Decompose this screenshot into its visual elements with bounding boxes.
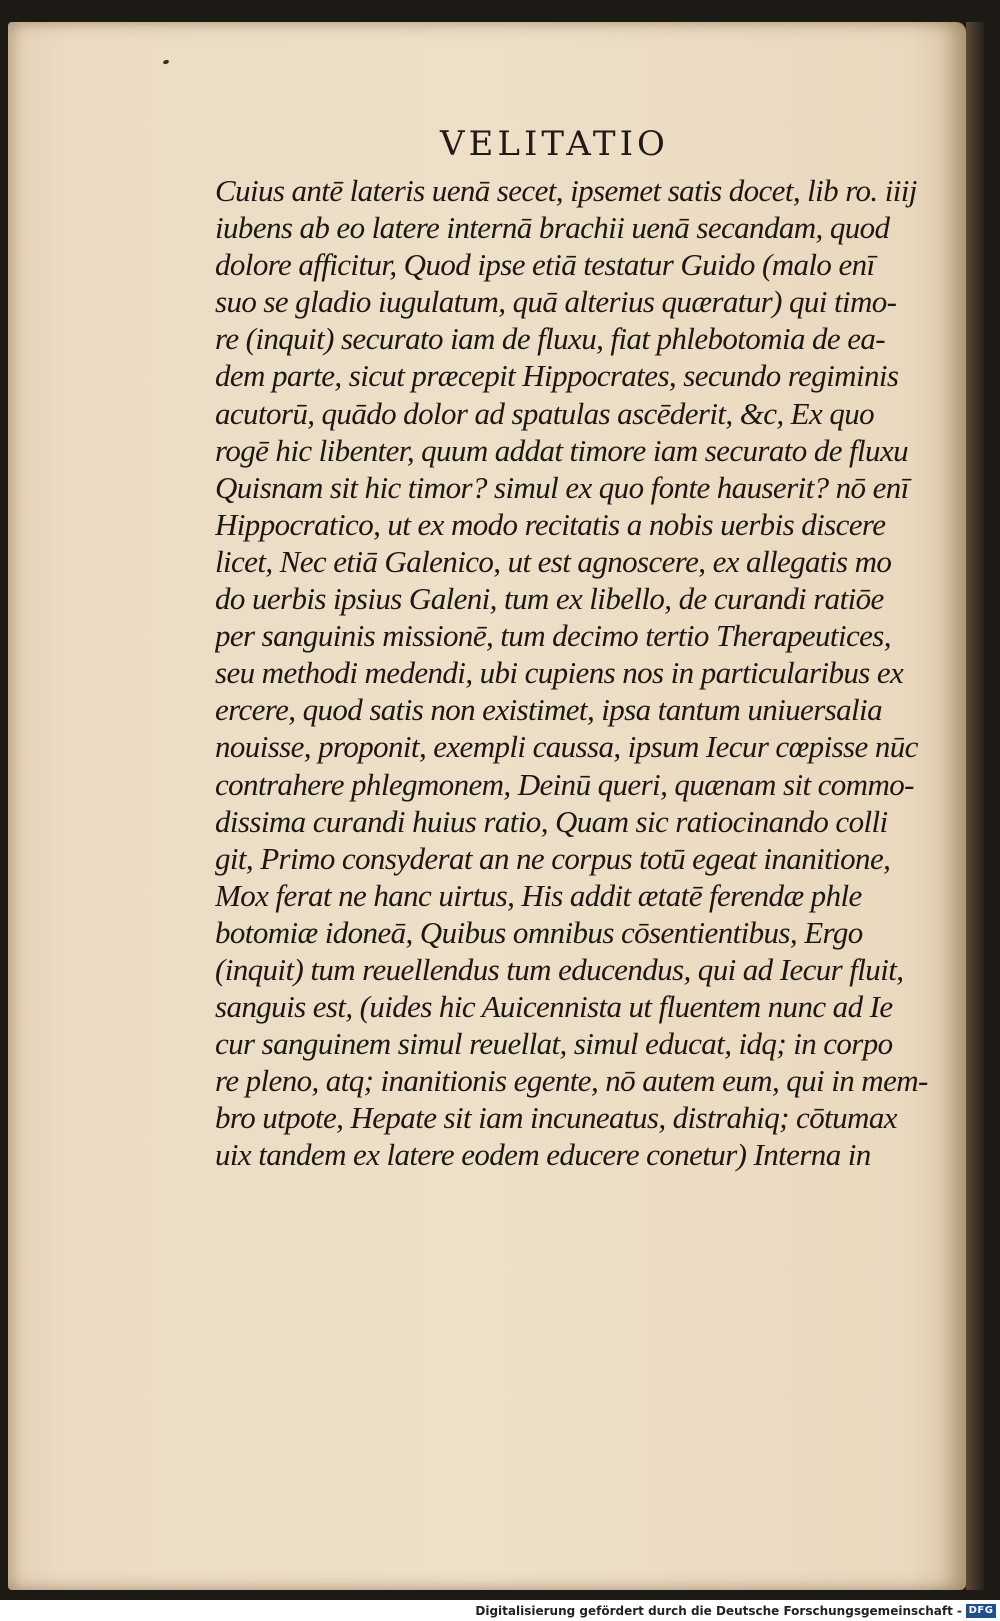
funding-credit: Digitalisierung gefördert durch die Deutsche Forschungsgemeinschaft - (475, 1604, 962, 1618)
text-line: Hippocratico, ut ex modo recitatis a nobis uerbis discere (215, 506, 886, 542)
text-line: do uerbis ipsius Galeni, tum ex libello, de curandi ratiōe (215, 581, 884, 617)
text-line: iubens ab eo latere internā brachii uenā secandam, quod (215, 210, 890, 246)
text-line: Quisnam sit hic timor? simul ex quo fonte hauserit? nō enī (215, 469, 909, 505)
text-line: dem parte, sicut præcepit Hippocrates, secundo regiminis (215, 358, 899, 394)
text-line: licet, Nec etiā Galenico, ut est agnoscere, ex allegatis mo (215, 543, 892, 579)
running-head: VELITATIO (440, 124, 669, 164)
text-line: git, Primo consyderat an ne corpus totū egeat inanitione, (215, 840, 891, 876)
text-line: botomiæ idoneā, Quibus omnibus cōsentientibus, Ergo (215, 914, 863, 950)
text-line: suo se gladio iugulatum, quā alterius quæratur) qui timo- (215, 284, 897, 320)
body-text (215, 172, 945, 1174)
text-line: dissima curandi huius ratio, Quam sic ratiocinando colli (215, 803, 888, 839)
text-line: per sanguinis missionē, tum decimo tertio Therapeutices, (215, 618, 891, 654)
text-line: bro utpote, Hepate sit iam incuneatus, distrahiq; cōtumax (215, 1100, 897, 1136)
text-line: acutorū, quādo dolor ad spatulas ascēderit, &c, Ex quo (215, 395, 875, 431)
dfg-logo: DFG (966, 1604, 996, 1618)
text-line: dolore afficitur, Quod ipse etiā testatur Guido (malo enī (215, 247, 875, 283)
text-line: seu methodi medendi, ubi cupiens nos in particularibus ex (215, 655, 904, 691)
text-line: re pleno, atq; inanitionis egente, nō autem eum, qui in mem- (215, 1063, 928, 1099)
ink-spot (162, 59, 169, 65)
text-line: cur sanguinem simul reuellat, simul educat, idq; in corpo (215, 1026, 893, 1062)
text-line: Mox ferat ne hanc uirtus, His addit ætatē ferendæ phle (215, 877, 862, 913)
text-line: sanguis est, (uides hic Auicennista ut fluentem nunc ad Ie (215, 989, 893, 1025)
text-line: re (inquit) securato iam de fluxu, fiat phlebotomia de ea- (215, 321, 886, 357)
text-line: nouisse, proponit, exempli caussa, ipsum Iecur cœpisse nūc (215, 729, 918, 765)
page-edge (966, 22, 984, 1590)
text-line: (inquit) tum reuellendus tum educendus, qui ad Iecur fluit, (215, 951, 904, 987)
text-line: rogē hic libenter, quum addat timore iam securato de fluxu (215, 432, 909, 468)
text-line: ercere, quod satis non existimet, ipsa tantum uniuersalia (215, 692, 882, 728)
text-line: contrahere phlegmonem, Deinū queri, quænam sit commo- (215, 766, 914, 802)
text-line: Cuius antē lateris uenā secet, ipsemet satis docet, lib ro. iiij (215, 173, 917, 208)
text-line: uix tandem ex latere eodem educere conetur) Interna in (215, 1137, 871, 1173)
